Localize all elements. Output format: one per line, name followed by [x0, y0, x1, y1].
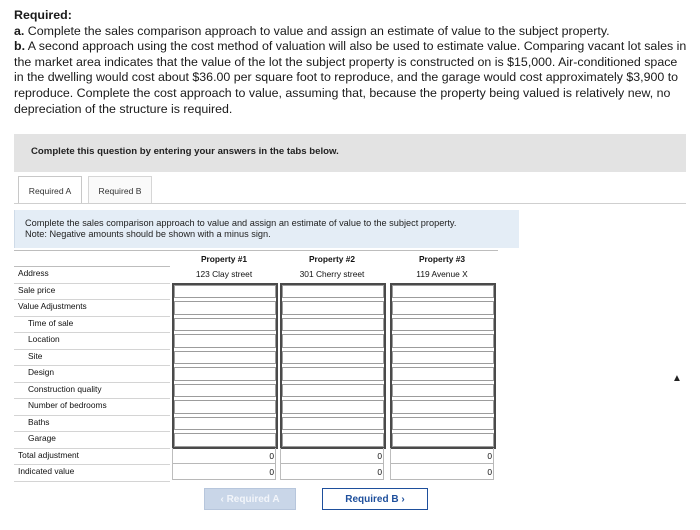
row-divider — [14, 481, 170, 482]
column-header-property-3: Property #3 119 Avenue X — [416, 254, 468, 279]
row-label: Sale price — [18, 284, 56, 295]
next-required-b-button[interactable]: Required B › — [322, 488, 428, 510]
row-label: Number of bedrooms — [28, 400, 107, 410]
column-separator — [280, 448, 281, 480]
property-1-sale-price-input[interactable] — [174, 285, 276, 299]
property-2-baths-input[interactable] — [282, 417, 384, 431]
tab-required-a[interactable]: Required A — [18, 176, 82, 204]
row-label: Site — [28, 350, 43, 361]
property-1-location-input[interactable] — [174, 334, 276, 348]
property-3-value-adjustments-input[interactable] — [392, 301, 494, 315]
row-label: Address — [18, 268, 49, 278]
property-2-total-adjustment-value: 0 — [377, 451, 382, 461]
tab-required-b[interactable]: Required B — [88, 176, 152, 204]
row-label: Construction quality — [28, 383, 102, 394]
row-label: Garage — [28, 433, 56, 443]
column-separator — [390, 448, 391, 480]
property-1-total-adjustment-cell — [172, 448, 276, 464]
property-2-construction-quality-input[interactable] — [282, 384, 384, 398]
property-2-number-of-bedrooms-input[interactable] — [282, 400, 384, 414]
property-3-number-of-bedrooms-input[interactable] — [392, 400, 494, 414]
property-3-total-adjustment-cell — [390, 448, 494, 464]
property-1-total-adjustment-value: 0 — [269, 451, 274, 461]
property-2-indicated-value-cell — [280, 464, 384, 480]
property-2-total-adjustment-cell — [280, 448, 384, 464]
property-1-construction-quality-input[interactable] — [174, 384, 276, 398]
row-label: Location — [28, 334, 60, 344]
property-3-indicated-value-cell — [390, 464, 494, 480]
task-instructions — [14, 210, 519, 248]
requirement-a: a. Complete the sales comparison approach to value and assign an estimate of value to the subject property. — [14, 23, 610, 38]
requirement-b: b. A second approach using the cost method of valuation will also be used to estimate value. Comparing vacant lot sales in the market area indicates that the value of the lot the subject property is constructed on is $15,000. Air-conditioned space in the dwelling would cost about $36.00 per square foot to reproduce, and the garage would cost approximately $3,900 to reproduce. Complete the cost approach to value, assuming that, because the property being valued is relatively new, no depreciation of the structure is required. — [14, 39, 687, 116]
property-2-location-input[interactable] — [282, 334, 384, 348]
property-2-sale-price-input[interactable] — [282, 285, 384, 299]
instruction-banner — [14, 134, 686, 172]
property-1-time-of-sale-input[interactable] — [174, 318, 276, 332]
property-2-design-input[interactable] — [282, 367, 384, 381]
property-3-design-input[interactable] — [392, 367, 494, 381]
property-3-time-of-sale-input[interactable] — [392, 318, 494, 332]
banner-text: Complete this question by entering your answers in the tabs below. — [31, 146, 339, 157]
property-1-value-adjustments-input[interactable] — [174, 301, 276, 315]
property-2-indicated-value-value: 0 — [377, 467, 382, 477]
chevron-left-icon: ‹ — [220, 494, 224, 505]
mouse-cursor-icon: ▲ — [672, 373, 682, 384]
property-3-baths-input[interactable] — [392, 417, 494, 431]
row-label: Baths — [28, 416, 50, 427]
property-1-indicated-value-cell — [172, 464, 276, 480]
property-2-site-input[interactable] — [282, 351, 384, 365]
property-3-indicated-value-value: 0 — [487, 467, 492, 477]
row-label: Indicated value — [18, 466, 75, 476]
row-label: Time of sale — [28, 317, 74, 328]
column-separator — [172, 448, 173, 480]
property-3-location-input[interactable] — [392, 334, 494, 348]
column-header-property-1: Property #1 123 Clay street — [195, 254, 253, 279]
property-1-number-of-bedrooms-input[interactable] — [174, 400, 276, 414]
negative-note: Note: Negative amounts should be shown with a minus sign. — [25, 229, 271, 239]
property-3-site-input[interactable] — [392, 351, 494, 365]
property-1-baths-input[interactable] — [174, 417, 276, 431]
property-2-value-adjustments-input[interactable] — [282, 301, 384, 315]
property-1-site-input[interactable] — [174, 351, 276, 365]
instruction-line: Complete the sales comparison approach to value and assign an estimate of value to the subject property. — [25, 218, 457, 228]
property-1-indicated-value-value: 0 — [269, 467, 274, 477]
property-2-garage-input[interactable] — [282, 433, 384, 447]
tab-divider — [14, 203, 686, 204]
chevron-right-icon: › — [401, 494, 405, 505]
prev-required-a-button[interactable]: ‹ Required A — [204, 488, 296, 510]
row-label: Value Adjustments — [18, 301, 87, 311]
column-header-property-2: Property #2 301 Cherry street — [299, 254, 365, 279]
property-2-time-of-sale-input[interactable] — [282, 318, 384, 332]
property-1-garage-input[interactable] — [174, 433, 276, 447]
property-3-garage-input[interactable] — [392, 433, 494, 447]
required-heading: Required: — [14, 8, 72, 22]
property-3-total-adjustment-value: 0 — [487, 451, 492, 461]
row-label: Total adjustment — [18, 449, 79, 460]
property-3-construction-quality-input[interactable] — [392, 384, 494, 398]
property-1-design-input[interactable] — [174, 367, 276, 381]
header-top-rule — [14, 250, 498, 251]
property-3-sale-price-input[interactable] — [392, 285, 494, 299]
requirements-text — [14, 8, 690, 117]
row-label: Design — [28, 367, 55, 377]
